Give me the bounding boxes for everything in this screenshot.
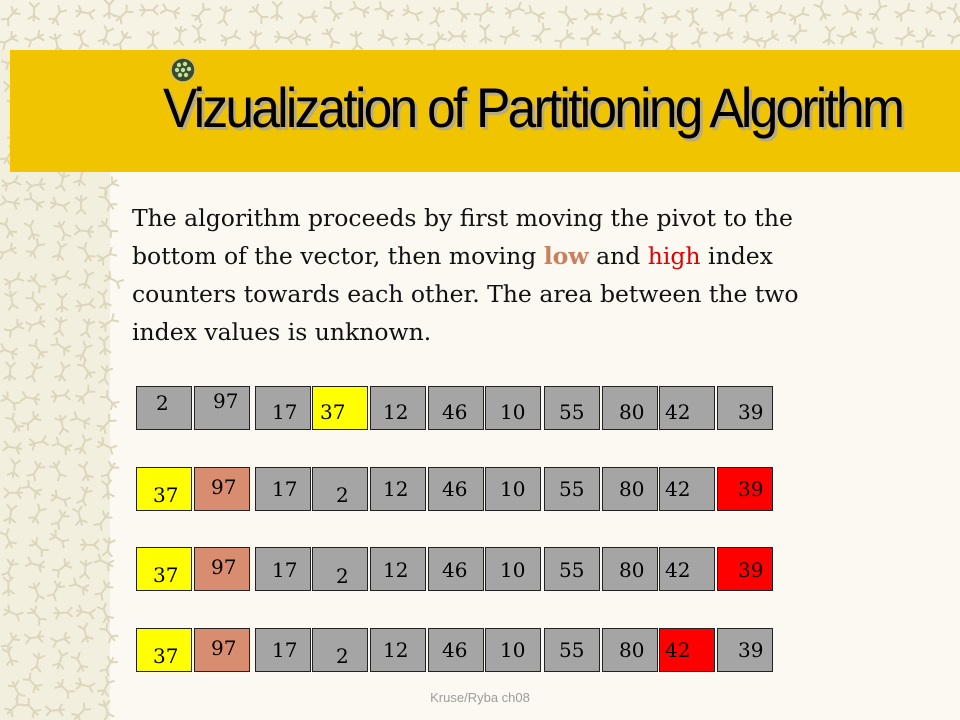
cell-value: 42 [665,638,691,662]
cell-value: 37 [153,644,179,668]
array-cell [659,547,715,591]
cell-value: 10 [500,477,526,501]
array-cell [544,547,600,591]
array-cell [194,628,250,672]
cell-value: 17 [272,558,298,582]
array-cell [136,467,192,511]
array-cell [602,386,658,430]
cell-value: 10 [500,400,526,424]
array-cell [717,628,773,672]
cell-value: 37 [320,400,346,424]
array-cell [428,628,484,672]
array-cell [485,547,541,591]
array-row [136,547,796,593]
array-cell [485,386,541,430]
array-cell [370,547,426,591]
cell-value: 12 [383,558,409,582]
cell-value: 42 [665,558,691,582]
cell-value: 97 [211,475,237,499]
cell-value: 37 [153,563,179,587]
cell-value: 46 [442,638,468,662]
slide-footer: Kruse/Ryba ch08 [430,690,530,705]
cell-value: 80 [619,400,645,424]
cell-value: 12 [383,638,409,662]
cell-value: 42 [665,477,691,501]
description-paragraph [132,199,862,351]
cell-value: 2 [336,564,349,588]
array-cell [312,628,368,672]
array-cell [370,467,426,511]
cell-value: 39 [738,477,764,501]
slide-title: Vizualization of Partitioning Algorithm [163,76,903,139]
array-cell [136,386,192,430]
cell-value: 10 [500,558,526,582]
cell-value: 39 [738,400,764,424]
array-cell [312,386,368,430]
array-cell [544,628,600,672]
low-keyword: low [543,242,589,270]
cell-value: 37 [153,483,179,507]
cell-value: 2 [336,483,349,507]
cell-value: 39 [738,638,764,662]
cell-value: 55 [559,638,585,662]
cell-value: 46 [442,400,468,424]
array-cell [659,628,715,672]
cell-value: 10 [500,638,526,662]
array-cell [544,467,600,511]
array-cell [255,386,311,430]
cell-value: 46 [442,558,468,582]
array-cell [312,467,368,511]
array-cell [255,547,311,591]
array-cell [485,467,541,511]
cell-value: 55 [559,558,585,582]
array-cell [602,628,658,672]
array-row [136,628,796,674]
array-cell [370,386,426,430]
array-cell [136,547,192,591]
cell-value: 2 [156,391,169,415]
cell-value: 80 [619,558,645,582]
array-cell [717,547,773,591]
array-row [136,467,796,513]
cell-value: 39 [738,558,764,582]
array-cell [717,386,773,430]
array-cell [194,386,250,430]
cell-value: 17 [272,400,298,424]
cell-value: 46 [442,477,468,501]
array-cell [194,547,250,591]
high-keyword: high [647,242,701,270]
cell-value: 97 [213,389,239,413]
cell-value: 55 [559,400,585,424]
array-cell [428,547,484,591]
array-cell [717,467,773,511]
array-cell [370,628,426,672]
description-text-3: index counters towards each other. The area between the two index values is unknown. [132,242,799,346]
cell-value: 80 [619,477,645,501]
cell-value: 42 [665,400,691,424]
array-cell [255,467,311,511]
array-cell [485,628,541,672]
array-cell [194,467,250,511]
cell-value: 97 [211,636,237,660]
cell-value: 17 [272,477,298,501]
array-cell [255,628,311,672]
cell-value: 17 [272,638,298,662]
description-text-2: and [588,242,648,270]
array-cell [659,386,715,430]
cell-value: 80 [619,638,645,662]
array-cell [428,386,484,430]
cell-value: 12 [383,477,409,501]
array-cell [312,547,368,591]
array-cell [428,467,484,511]
description-text-1: The algorithm proceeds by first moving the pivot to the bottom of the vector, then moving [132,204,793,270]
array-cell [136,628,192,672]
array-cell [602,547,658,591]
cell-value: 97 [211,555,237,579]
cell-value: 12 [383,400,409,424]
array-cell [544,386,600,430]
cell-value: 2 [336,644,349,668]
cell-value: 55 [559,477,585,501]
array-cell [602,467,658,511]
array-row [136,386,796,432]
array-cell [659,467,715,511]
